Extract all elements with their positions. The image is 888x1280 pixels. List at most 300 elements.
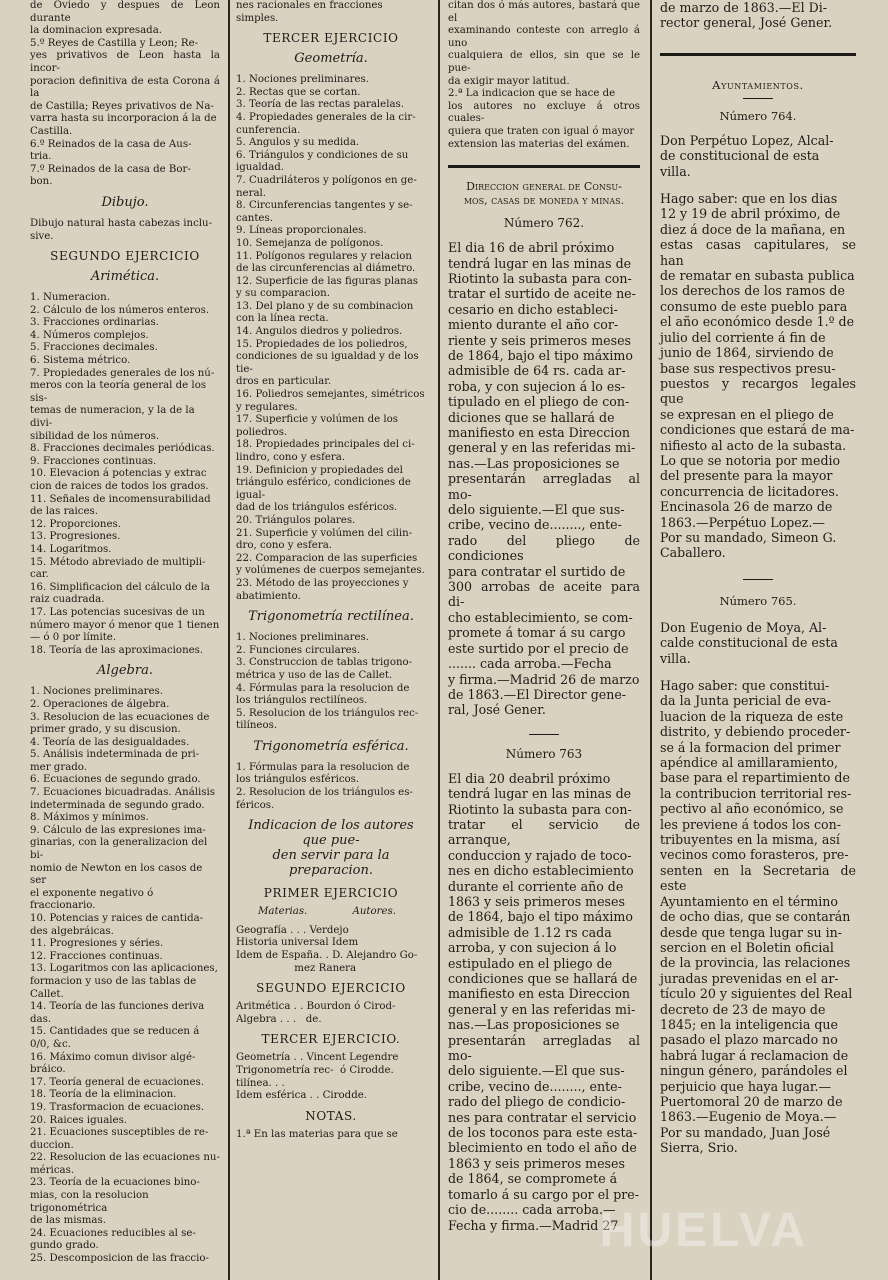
text-line: 9. Líneas proporcionales. <box>236 225 367 237</box>
text-line: 13. Del plano y de su combinacion <box>236 300 414 312</box>
column-3 <box>448 0 645 1280</box>
text-line: ningun género, parándoles el <box>660 1063 848 1079</box>
text-line: vecinos como forasteros, pre- <box>660 847 849 863</box>
section-heading: Ayuntamientos. <box>712 77 804 92</box>
text-line: cunferencia. <box>236 124 301 136</box>
text-line: 19. Definicion y propiedades del <box>236 464 403 476</box>
text-line: — ó 0 por límite. <box>30 632 117 644</box>
text-line: de las mismas. <box>30 1215 106 1227</box>
column-rule <box>650 0 652 1280</box>
text-line: los autores no excluye á otros cuales- <box>448 100 644 125</box>
text-line: meros con la teoría general de los sis- <box>30 380 210 404</box>
column-2 <box>236 0 426 1280</box>
text-line: Encinasola 26 de marzo de <box>660 499 833 515</box>
text-line: cualquiera de ellos, sin que se le pue- <box>448 50 644 74</box>
table-body <box>236 1001 426 1026</box>
text-line: 13. Logaritmos con las aplicaciones, <box>30 963 218 975</box>
column-header: Materias. <box>258 906 308 918</box>
subsection-heading: Arimética. <box>90 269 160 285</box>
column-rule <box>228 0 230 1280</box>
text-line: rector general, José Gener. <box>660 15 833 31</box>
text-line: y firma.—Madrid 26 de marzo <box>448 671 640 687</box>
text-line: de ocho dias, que se contarán <box>660 909 851 925</box>
table-header <box>236 906 426 919</box>
text-line: delo siguiente.—El que sus- <box>448 1063 625 1079</box>
text-line: luacion de la riqueza de este <box>660 708 844 724</box>
text-line: nas.—Las proposiciones se <box>448 1017 620 1033</box>
text-line: 2. Rectas que se cortan. <box>236 86 361 98</box>
notice-heading: Don Perpétuo Lopez, Alcal- de constitucional de esta villa. <box>660 132 834 179</box>
text-line: del presente para la mayor <box>660 468 833 484</box>
text-line: tratar el surtido de aceite ne- <box>448 286 636 302</box>
column-4 <box>660 0 861 1280</box>
text-block <box>30 292 220 657</box>
text-line: poracion definitiva de esta Corona á la <box>30 75 224 100</box>
text-line: concurrencia de licitadores. <box>660 483 839 499</box>
notice-number: Número 763 <box>505 746 583 761</box>
text-line: bon. <box>30 176 53 188</box>
text-line: 3. Construccion de tablas trigono- <box>236 657 413 669</box>
text-line: 17. Teoría general de ecuaciones. <box>30 1076 204 1088</box>
subsection-heading: Algebra. <box>97 663 153 679</box>
text-line: y regulares. <box>236 401 298 413</box>
divider <box>743 579 773 580</box>
text-line: car. <box>30 569 49 581</box>
text-line: 7. Ecuaciones bicuadradas. Análisis <box>30 787 215 799</box>
text-line: dros en particular. <box>236 376 332 388</box>
text-line: 6. Ecuaciones de segundo grado. <box>30 774 201 786</box>
text-line: de las circunferencias al diámetro. <box>236 263 416 275</box>
text-line: Idem esférica . . Cirodde. <box>236 1090 367 1102</box>
text-line: féricos. <box>236 799 275 811</box>
text-line: los triángulos rectilíneos. <box>236 695 368 707</box>
notice-number: Número 765. <box>719 593 797 608</box>
text-line: duccion. <box>30 1139 74 1151</box>
divider <box>743 98 773 99</box>
text-line: general y en las referidas mi- <box>448 440 636 456</box>
text-line: mias, con la resolucion trigonométrica <box>30 1190 152 1214</box>
text-block <box>236 74 426 603</box>
text-line: 8. Fracciones decimales periódicas. <box>30 443 215 455</box>
text-line: estas casas capitulares, se han <box>660 237 861 268</box>
notice-number: Número 762. <box>503 216 585 231</box>
text-line: nomio de Newton en los casos de ser <box>30 862 206 887</box>
text-line: 2. Cálculo de los números enteros. <box>30 304 210 316</box>
notice-number: Número 764. <box>719 108 797 123</box>
text-line: ginarias, con la generalizacion del bi- <box>30 837 211 862</box>
text-line: 3. Resolucion de las ecuaciones de <box>30 711 210 723</box>
text-line: de rematar en subasta publica <box>660 268 855 284</box>
text-line: Castilla. <box>30 125 73 137</box>
table-body <box>236 1052 426 1102</box>
text-line: 20. Raices iguales. <box>30 1114 128 1126</box>
text-line: triángulo esférico, condiciones de igual- <box>236 477 415 501</box>
text-line: neral. <box>236 187 267 199</box>
text-line: promete á tomar á su cargo <box>448 625 626 641</box>
text-line: Historia universal Idem <box>236 937 359 949</box>
text-line: base para el repartimiento de <box>660 770 850 786</box>
text-line: nes racionales en fracciones simples. <box>236 0 383 24</box>
text-line: ral, José Gener. <box>448 702 546 718</box>
text-line: 16. Máximo comun divisor algé- <box>30 1051 196 1063</box>
text-line: 21. Superficie y volúmen del cilin- <box>236 527 413 539</box>
text-line: con la línea recta. <box>236 313 329 325</box>
text-line: abatimiento. <box>236 590 301 602</box>
text-line: dad de los triángulos esféricos. <box>236 502 398 514</box>
text-line: 4. Teoría de las desigualdades. <box>30 736 190 748</box>
divider <box>448 165 640 168</box>
text-line: tratar el servicio de arranque, <box>448 816 645 848</box>
text-line: manifiesto en esta Direccion <box>448 986 631 1002</box>
text-line: 10. Potencias y raices de cantida- <box>30 913 204 924</box>
text-line: 11. Señales de incomensurabilidad <box>30 493 211 505</box>
notice-text <box>660 0 856 31</box>
text-line: formacion y uso de las tablas de <box>30 975 197 987</box>
text-line: los derechos de los ramos de <box>660 283 845 299</box>
text-line: 1863 y seis primeros meses <box>448 893 625 909</box>
text-line: 15. Método abreviado de multipli- <box>30 556 206 568</box>
text-line: 11. Polígonos regulares y relacion <box>236 250 412 262</box>
text-line: decreto de 23 de mayo de <box>660 1001 826 1017</box>
text-line: 12. Fracciones continuas. <box>30 950 163 962</box>
text-line: 9. Cálculo de las expresiones ima- <box>30 824 206 836</box>
text-line: 12 y 19 de abril próximo, de <box>660 206 841 222</box>
text-line: junio de 1864, sirviendo de <box>660 345 834 361</box>
text-line: y su comparacion. <box>236 288 330 300</box>
text-line: 1845; en la inteligencia que <box>660 1016 838 1032</box>
text-line: el exponente negativo ó fraccionario. <box>30 887 157 912</box>
text-line: de Oviedo y despues de Leon durante <box>30 0 224 24</box>
text-line: Puertomoral 20 de marzo de <box>660 1093 843 1109</box>
text-line: citan dos ó más autores, bastará que el <box>448 0 644 24</box>
text-line: poliedros. <box>236 426 288 438</box>
section-heading: Direccion general de Consu- mos, casas de moneda y minas. <box>463 180 625 208</box>
subsection-heading: Trigonometría esférica. <box>253 738 409 754</box>
text-line: de Castilla; Reyes privativos de Na- <box>30 100 214 112</box>
text-line: indeterminada de segundo grado. <box>30 799 205 811</box>
text-line: les previene á todos los con- <box>660 816 841 832</box>
text-line: senten en la Secretaria de este <box>660 862 861 894</box>
text-line: Riotinto la subasta para con- <box>448 270 632 286</box>
text-line: Lo que se notoria por medio <box>660 452 841 468</box>
text-line: Riotinto la subasta para con- <box>448 801 632 817</box>
text-line: tomarlo á su cargo por el pre- <box>448 1186 639 1202</box>
text-line: 2. Funciones circulares. <box>236 644 361 656</box>
text-line: 1863.—Eugenio de Moya.— <box>660 1109 837 1125</box>
text-line: se á la formacion del primer <box>660 739 841 755</box>
text-line: 1. Numeracion. <box>30 292 110 304</box>
column-rule <box>438 0 440 1280</box>
text-line: los triángulos esféricos. <box>236 774 360 786</box>
text-line: 5. Fracciones decimales. <box>30 342 158 354</box>
text-line: 6. Triángulos y condiciones de su <box>236 149 409 161</box>
text-line: condiciones que se hallará de <box>448 971 638 986</box>
notice-text <box>660 678 861 1156</box>
text-line: de la provincia, las relaciones <box>660 955 851 971</box>
text-line: méricas. <box>30 1164 75 1176</box>
text-line: 10. Elevacion á potencias y extrac <box>30 468 207 480</box>
column-1 <box>30 0 224 1280</box>
text-line: 6. Sistema métrico. <box>30 355 131 367</box>
text-line: 5.º Reyes de Castilla y Leon; Re- <box>30 37 199 49</box>
text-line: cantes. <box>236 212 273 224</box>
text-line: 17. Superficie y volúmen de los <box>236 414 399 426</box>
text-line: durante el corriente año de <box>448 878 624 894</box>
text-line: 21. Ecuaciones susceptibles de re- <box>30 1127 209 1139</box>
text-line: nas.—Las proposiciones se <box>448 455 620 471</box>
text-line: 7. Propiedades generales de los nú- <box>30 367 215 379</box>
notice-heading: Don Eugenio de Moya, Al- calde constitucional de esta villa. <box>660 619 838 666</box>
watermark-logo: HUELVA <box>599 1204 808 1257</box>
text-line: 3. Teoría de las rectas paralelas. <box>236 99 405 111</box>
text-line: bráico. <box>30 1064 66 1076</box>
text-line: Geometría . . Vincent Legendre <box>236 1052 399 1064</box>
text-line: Hago saber: que en los dias <box>660 191 838 207</box>
text-line: 2. Operaciones de álgebra. <box>30 698 170 710</box>
text-line: 23. Método de las proyecciones y <box>236 577 409 589</box>
text-line: y volúmenes de cuerpos semejantes. <box>236 565 425 577</box>
text-line: 19. Trasformacion de ecuaciones. <box>30 1101 205 1113</box>
text-line: Callet. <box>30 988 64 1000</box>
text-line: 7.º Reinados de la casa de Bor- <box>30 163 191 175</box>
text-line: presentarán arregladas al mo- <box>448 471 645 502</box>
text-line: 4. Propiedades generales de la cir- <box>236 111 416 123</box>
subsection-heading: Geometría. <box>294 51 368 67</box>
text-line: des algebráicas. <box>30 925 114 937</box>
text-line: Idem de España. . D. Alejandro Go- <box>236 950 418 962</box>
text-line: habrá lugar á reclamacion de <box>660 1047 849 1063</box>
text-line: para contratar el surtido de <box>448 563 626 579</box>
text-line: desde que tenga lugar su in- <box>660 924 843 940</box>
text-line: 15. Propiedades de los poliedros, <box>236 338 408 350</box>
text-line: 5. Análisis indeterminada de pri- <box>30 749 200 761</box>
text-line: cio de........ cada arroba.— <box>448 1202 616 1218</box>
text-line: 1. Nociones preliminares. <box>236 74 370 86</box>
text-line: 1863 y seis primeros meses <box>448 1155 625 1171</box>
text-line: métrica y uso de las de Callet. <box>236 669 393 681</box>
text-line: presentarán arregladas al mo- <box>448 1032 645 1064</box>
text-block <box>448 0 644 151</box>
text-line: 17. Las potencias sucesivas de un <box>30 606 205 618</box>
text-line: diciones que se hallará de <box>448 409 615 425</box>
text-line: pasado el plazo marcado no <box>660 1032 838 1048</box>
text-line: ....... cada arroba.—Fecha <box>448 656 612 672</box>
text-line: puestos y recargos legales que <box>660 375 861 407</box>
text-line: 5. Angulos y su medida. <box>236 137 360 149</box>
text-line: de 1864, se compromete á <box>448 1171 618 1187</box>
text-line: admisible de 1.12 rs cada <box>448 924 612 940</box>
text-line: 18. Teoría de las aproximaciones. <box>30 644 204 656</box>
text-line: roba, y con sujecion á lo es- <box>448 378 626 394</box>
notice-text <box>448 240 645 718</box>
text-line: 1863.—Perpétuo Lopez.— <box>660 514 825 530</box>
text-line: manifiesto en esta Direccion <box>448 425 631 440</box>
text-line: primer grado, y su discusion. <box>30 724 181 736</box>
text-line: varra hasta su incorporacion á la de <box>30 113 217 125</box>
text-line: juradas prevenidas en el ar- <box>660 970 839 986</box>
text-line: mer grado. <box>30 761 87 773</box>
section-heading: TERCER EJERCICIO. <box>261 1032 401 1047</box>
text-line: estipulado en el pliego de <box>448 955 613 971</box>
divider <box>529 734 559 735</box>
text-line: 18. Teoría de la eliminacion. <box>30 1089 177 1101</box>
text-line: quiera que traten con igual ó mayor <box>448 125 635 137</box>
text-line: examinando conteste con arreglo á uno <box>448 25 644 49</box>
text-line: 23. Teoría de la ecuaciones bino- <box>30 1177 200 1189</box>
text-line: conduccion y rajado de toco- <box>448 847 632 863</box>
text-line: de 1863.—El Director gene- <box>448 686 627 702</box>
text-line: das. <box>30 1013 52 1025</box>
text-line: 1. Nociones preliminares. <box>236 632 370 644</box>
text-line: El dia 20 deabril próximo <box>448 770 611 786</box>
section-heading: SEGUNDO EJERCICIO <box>256 981 406 996</box>
text-line: 6.º Reinados de la casa de Aus- <box>30 138 192 150</box>
text-line: consumo de este pueblo para <box>660 298 848 314</box>
text-line: sive. <box>30 230 54 242</box>
text-line: 3. Fracciones ordinarias. <box>30 317 159 329</box>
section-heading: NOTAS. <box>305 1108 357 1123</box>
text-line: 5. Resolucion de los triángulos rec- <box>236 707 419 719</box>
text-line: la dominacion expresada. <box>30 25 163 37</box>
text-line: 1. Fórmulas para la resolucion de <box>236 761 410 773</box>
text-line: 14. Logaritmos. <box>30 543 112 555</box>
text-line: Por su mandado, Juan José <box>660 1124 831 1140</box>
text-line: 2. Resolucion de los triángulos es- <box>236 787 413 799</box>
text-line: 300 arrobas de aceite para di- <box>448 579 645 610</box>
section-heading: TERCER EJERCICIO <box>263 31 399 46</box>
text-line: igualdad. <box>236 162 285 174</box>
text-line: julio del corriente á fin de <box>660 329 826 345</box>
text-line: miento durante el año cor- <box>448 317 619 333</box>
text-line: 22. Comparacion de las superficies <box>236 552 418 564</box>
text-line: 25. Descomposicion de las fraccio- <box>30 1253 209 1265</box>
text-line: tilínea. . . <box>236 1077 285 1089</box>
text-line: 0/0, &c. <box>30 1038 71 1050</box>
text-line: Trigonometría rec- ó Cirodde. <box>236 1065 394 1076</box>
text-line: admisible de 64 rs. cada ar- <box>448 363 626 379</box>
text-line: de marzo de 1863.—El Di- <box>660 0 827 15</box>
text-line: distrito, y debiendo proceder- <box>660 724 851 740</box>
text-line: da la Junta pericial de eva- <box>660 693 831 709</box>
text-line: diez á doce de la mañana, en <box>660 221 846 237</box>
section-heading: Dibujo. <box>101 194 149 210</box>
text-line: 8. Máximos y mínimos. <box>30 812 149 824</box>
text-line: pectivo al año económico, se <box>660 801 844 817</box>
text-line: 16. Poliedros semejantes, simétricos <box>236 389 425 401</box>
text-line: 12. Superficie de las figuras planas <box>236 275 419 287</box>
text-line: El dia 16 de abril próximo <box>448 240 615 256</box>
text-line: Ayuntamiento en el término <box>660 893 838 909</box>
text-line: tipulado en el pliego de con- <box>448 394 630 410</box>
text-line: dro, cono y esfera. <box>236 540 333 552</box>
text-line: cho establecimiento, se com- <box>448 609 633 625</box>
text-line: Fecha y firma.—Madrid 27 <box>448 1217 619 1233</box>
text-line: tendrá lugar en las minas de <box>448 255 632 271</box>
text-line: nes para contratar el servicio <box>448 1109 637 1125</box>
text-line: 20. Triángulos polares. <box>236 514 356 526</box>
text-line: Sierra, Srio. <box>660 1140 738 1156</box>
text-line: perjuicio que haya lugar.— <box>660 1078 832 1094</box>
notice-text <box>448 770 645 1233</box>
text-line: Por su mandado, Simeon G. <box>660 529 837 545</box>
text-line: arroba, y con sujecion á lo <box>448 940 617 956</box>
text-line: de 1864, bajo el tipo máximo <box>448 347 633 363</box>
text-line: 15. Cantidades que se reducen á <box>30 1026 200 1038</box>
text-line: de los toconos para este esta- <box>448 1125 638 1141</box>
text-line: condiciones de su igualdad y de los tie- <box>236 351 422 375</box>
text-line: rado del pliego de condiciones <box>448 532 645 564</box>
text-line: tendrá lugar en las minas de <box>448 786 632 802</box>
text-line: lindro, cono y esfera. <box>236 452 346 463</box>
text-block <box>236 632 426 733</box>
text-line: 14. Angulos diedros y poliedros. <box>236 326 403 338</box>
text-line: 10. Semejanza de polígonos. <box>236 237 384 249</box>
text-line: Geografía . . . Verdejo <box>236 924 349 936</box>
text-line: 4. Números complejos. <box>30 329 149 341</box>
table-body <box>236 925 426 975</box>
text-block <box>30 0 224 189</box>
text-line: sercion en el Boletin oficial <box>660 939 834 955</box>
text-line: cesario en dicho estableci- <box>448 301 618 317</box>
text-line: apéndice al amillaramiento, <box>660 755 839 771</box>
text-line: Caballero. <box>660 545 726 561</box>
text-line: 24. Ecuaciones reducibles al se- <box>30 1227 196 1239</box>
text-block <box>30 218 220 243</box>
text-line: base sus respectivos presu- <box>660 360 836 376</box>
subsection-heading: Trigonometría rectilínea. <box>248 609 414 625</box>
text-line: Aritmética . . Bourdon ó Cirod- <box>236 1001 396 1013</box>
text-line: nes en dicho establecimiento <box>448 863 634 879</box>
subsection-heading: Indicacion de los autores que pue- den servir para la preparacion. <box>248 818 414 879</box>
text-line: el año económico desde 1.º de <box>660 314 855 330</box>
notice-text <box>660 191 861 561</box>
text-line: 14. Teoría de las funciones deriva <box>30 1001 205 1013</box>
text-line: 2.ª La indicacion que se hace de <box>448 88 616 100</box>
text-line: da exigir mayor latitud. <box>448 75 570 87</box>
text-line: general y en las referidas mi- <box>448 1001 636 1017</box>
text-line: extension las materias del exámen. <box>448 138 630 150</box>
text-line: 9. Fracciones continuas. <box>30 455 157 467</box>
text-block <box>236 762 426 812</box>
text-line: raiz cuadrada. <box>30 594 105 606</box>
text-line: mez Ranera <box>236 962 357 974</box>
text-line: nifiesto al acto de la subasta. <box>660 437 847 453</box>
text-line: rado del pliego de condicio- <box>448 1094 626 1110</box>
text-line: temas de numeracion, y la de la divi- <box>30 405 198 430</box>
column-header: Autores. <box>352 906 396 918</box>
text-line: 13. Progresiones. <box>30 531 121 543</box>
text-line: 1.ª En las materias para que se <box>236 1128 398 1140</box>
text-line: sibilidad de los números. <box>30 430 160 442</box>
text-line: la contribucion territorial res- <box>660 785 852 801</box>
text-line: cribe, vecino de........, ente- <box>448 517 622 533</box>
text-line: 22. Resolucion de las ecuaciones nu- <box>30 1152 220 1164</box>
text-line: 1. Nociones preliminares. <box>30 686 164 698</box>
text-line: tilíneos. <box>236 720 278 732</box>
text-line: tria. <box>30 151 52 163</box>
text-line: tribuyentes en la misma, así <box>660 832 840 848</box>
text-line: 8. Circunferencias tangentes y se- <box>236 200 413 212</box>
text-line: condiciones que estará de ma- <box>660 422 855 438</box>
text-line: número mayor ó menor que 1 tienen <box>30 619 220 631</box>
section-heading: PRIMER EJERCICIO <box>263 886 399 901</box>
text-line: Algebra . . . de. <box>236 1013 322 1025</box>
text-line: tículo 20 y siguientes del Real <box>660 986 853 1002</box>
text-line: Hago saber: que constitui- <box>660 678 830 693</box>
text-line: delo siguiente.—El que sus- <box>448 502 625 518</box>
text-line: cion de raices de todos los grados. <box>30 481 209 492</box>
text-line: 12. Proporciones. <box>30 518 121 530</box>
